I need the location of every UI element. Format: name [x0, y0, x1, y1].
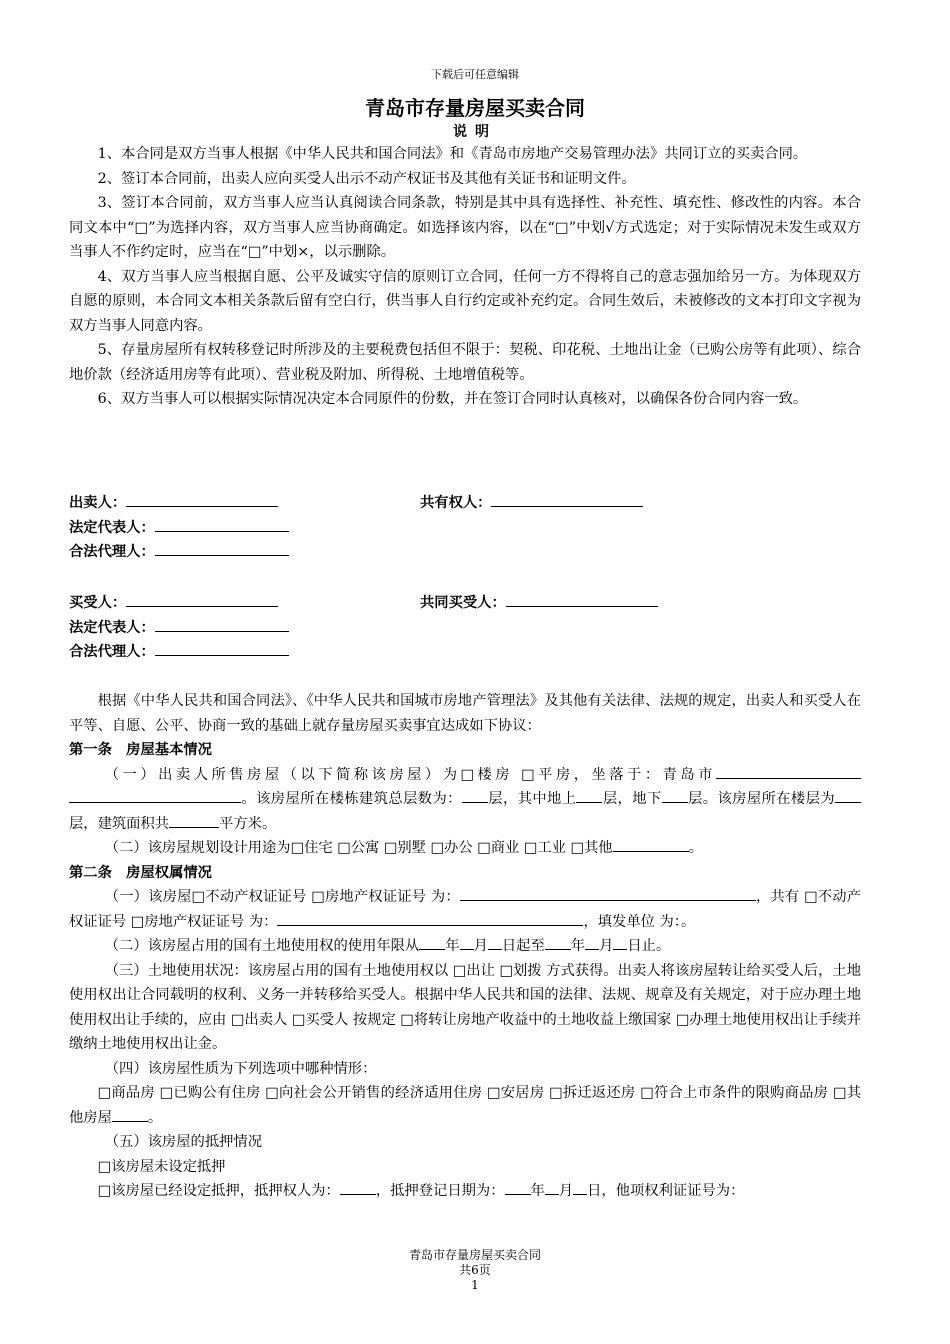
seller-agent-label: 合法代理人： [69, 544, 155, 560]
end-month-blank[interactable] [585, 935, 599, 950]
co-buyer-label: 共同买受人： [420, 595, 506, 611]
seller-legal-rep-label: 法定代表人： [69, 519, 155, 536]
article-2-item-3: （三）土地使用状况：该房屋占用的国有土地使用权以 □出让 □划拨 方式获得。出卖人将该房屋转让给买受人后，土地使用权出让合同载明的权利、义务一并转移给买受人。根据中华人民共和国的法律、法规、规章及有关规定，对于应办理土地使用权出让手续的，应由 □出卖人 □买受人 按规定 □将转让房地产收益中的土地收益上缴国家 □办理土地使用权出让手续并缴纳土地使用权出让金。 [69, 962, 861, 1052]
co-owner-label: 共有权人： [420, 495, 492, 511]
notes-section [69, 142, 861, 412]
intro-paragraph: 根据《中华人民共和国合同法》、《中华人民共和国城市房地产管理法》及其他有关法律、法规的规定，出卖人和买受人在平等、自愿、公平、协商一致的基础上就存量房屋买卖事宜达成如下协议： [69, 693, 861, 734]
floor-blank[interactable] [835, 788, 861, 803]
mortgage-set-option: □该房屋已经设定抵押，抵押权人为： ，抵押登记日期为： 年 月 日，他项权利证证号为： [69, 1179, 861, 1204]
article-2-heading: 第二条 房屋权属情况 [69, 864, 212, 881]
seller-signature-block [69, 491, 869, 565]
article-1-item-1: （一）出卖人所售房屋（以下简称该房屋）为□楼房 □平房，坐落于：青岛市。该房屋所在楼栋建筑总层数为： 层，其中地上 层，地下 层。该房屋所在楼层为层，建筑面积共 平方米。 [69, 763, 861, 837]
mortgage-month-blank[interactable] [545, 1180, 559, 1195]
note-3: 3、签订本合同前，双方当事人应当认真阅读合同条款，特别是其中具有选择性、补充性、填充性、修改性的内容。本合同文本中“□”为选择内容，双方当事人应当协商确定。如选择该内容，以在“□”中划√方式选定；对于实际情况未发生或双方当事人不作约定时，应当在“□”中划×，以示删除。 [69, 195, 861, 260]
start-day-blank[interactable] [488, 935, 502, 950]
co-buyer-blank[interactable] [506, 592, 658, 607]
article-2-item-2: （二）该房屋占用的国有土地使用权的使用年限从 年 月 日起至 年 月 日止。 [69, 934, 861, 959]
article-2-property-types: □商品房 □已购公有住房 □向社会公开销售的经济适用住房 □安居房 □拆迁返还房 □符合上市条件的限购商品房 □其他房屋 。 [69, 1085, 861, 1126]
area-blank[interactable] [169, 813, 219, 828]
article-2-item-4: （四）该房屋性质为下列选项中哪种情形： [104, 1060, 377, 1077]
location-blank[interactable] [716, 764, 861, 779]
floors-below-blank[interactable] [662, 788, 688, 803]
certificate-no-blank[interactable] [460, 886, 756, 901]
header-note: 下载后可任意编辑 [431, 68, 519, 81]
article-1-item-2: （二）该房屋规划设计用途为□住宅 □公寓 □别墅 □办公 □商业 □工业 □其他 。 [69, 836, 861, 861]
note-5: 5、存量房屋所有权转移登记时所涉及的主要税费包括但不限于：契税、印花税、土地出让金（已购公房等有此项）、综合地价款（经济适用房等有此项）、营业税及附加、所得税、土地增值税等。 [69, 342, 861, 383]
location-blank-2[interactable] [69, 788, 241, 803]
document-subtitle: 说明 [453, 124, 497, 140]
note-1: 1、本合同是双方当事人根据《中华人民共和国合同法》和《青岛市房地产交易管理办法》共同订立的买卖合同。 [97, 146, 808, 162]
seller-blank[interactable] [126, 492, 278, 507]
article-1-heading: 第一条 房屋基本情况 [69, 742, 212, 758]
buyer-legal-rep-blank[interactable] [155, 617, 289, 632]
mortgage-year-blank[interactable] [505, 1180, 531, 1195]
co-owner-blank[interactable] [491, 492, 643, 507]
buyer-agent-label: 合法代理人： [69, 644, 155, 660]
page-footer [0, 1248, 950, 1293]
buyer-blank[interactable] [126, 592, 278, 607]
seller-agent-blank[interactable] [155, 541, 289, 556]
buyer-legal-rep-label: 法定代表人： [69, 619, 155, 636]
footer-total-pages: 共6页 [459, 1263, 491, 1277]
total-floors-blank[interactable] [462, 788, 488, 803]
note-2: 2、签订本合同前，出卖人应向买受人出示不动产权证书及其他有关证书和证明文件。 [97, 170, 636, 187]
other-property-blank[interactable] [112, 1107, 148, 1122]
footer-title: 青岛市存量房屋买卖合同 [408, 1248, 541, 1262]
mortgage-day-blank[interactable] [573, 1180, 587, 1195]
floors-above-blank[interactable] [576, 788, 602, 803]
note-4: 4、双方当事人应当根据自愿、公平及诚实守信的原则订立合同，任何一方不得将自己的意志强加给另一方。为体现双方自愿的原则，本合同文本相关条款后留有空白行，供当事人自行约定或补充约定。合同生效后，未被修改的文本打印文字视为双方当事人同意内容。 [69, 268, 861, 334]
end-day-blank[interactable] [613, 935, 627, 950]
article-2-item-5: （五）该房屋的抵押情况 [104, 1134, 263, 1150]
co-certificate-no-blank[interactable] [277, 911, 583, 926]
end-year-blank[interactable] [545, 935, 571, 950]
contract-body [69, 689, 861, 1204]
mortgagee-blank[interactable] [340, 1180, 376, 1195]
buyer-signature-block [69, 591, 869, 665]
buyer-label: 买受人： [69, 595, 127, 611]
document-title: 青岛市存量房屋买卖合同 [365, 96, 585, 120]
mortgage-none-option: □该房屋未设定抵押 [97, 1158, 226, 1175]
note-6: 6、双方当事人可以根据实际情况决定本合同原件的份数，并在签订合同时认真核对，以确保各份合同内容一致。 [97, 391, 808, 407]
footer-page-number: 1 [471, 1278, 479, 1292]
seller-label: 出卖人： [69, 495, 127, 511]
start-month-blank[interactable] [460, 935, 474, 950]
article-2-item-1: （一）该房屋□不动产权证证号 □房地产权证证号 为： ，共有 □不动产权证证号 □房地产权证证号 为： ，填发单位 为：。 [69, 885, 861, 934]
usage-other-blank[interactable] [613, 837, 689, 852]
buyer-agent-blank[interactable] [155, 641, 289, 656]
start-year-blank[interactable] [419, 935, 445, 950]
seller-legal-rep-blank[interactable] [155, 517, 289, 532]
